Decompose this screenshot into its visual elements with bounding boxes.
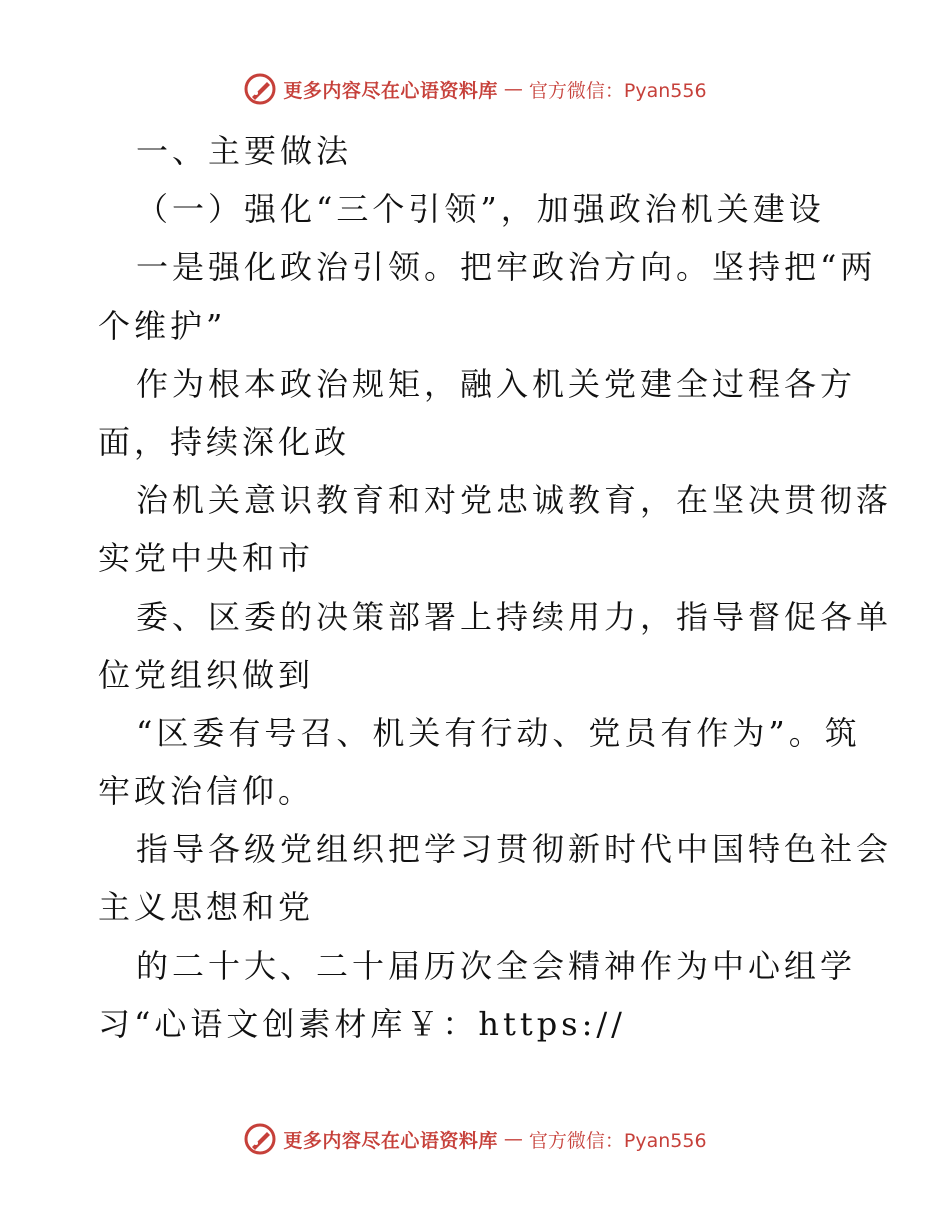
paragraph-line: “区委有号召、机关有行动、党员有作为”。筑 (136, 713, 861, 752)
subheading-three-leads: （一）强化“三个引领”，加强政治机关建设 (136, 190, 825, 229)
pen-logo-icon (243, 72, 277, 106)
watermark-wechat-text: 官方微信：Pyan556 (528, 79, 707, 102)
watermark-separator: — (503, 78, 523, 100)
paragraph-line: 实党中央和市 (98, 539, 315, 578)
paragraph-line: 作为根本政治规矩，融入机关党建全过程各方 (136, 364, 857, 403)
paragraph-line: 面，持续深化政 (98, 422, 351, 461)
pen-logo-icon (243, 1122, 277, 1156)
paragraph-line: 牢政治信仰。 (98, 772, 315, 811)
watermark-separator: — (503, 1128, 523, 1150)
paragraph-line: 主义思想和党 (98, 888, 315, 927)
watermark-main-text: 更多内容尽在心语资料库 (283, 1129, 498, 1152)
watermark-wechat-text: 官方微信：Pyan556 (528, 1129, 707, 1152)
paragraph-line: 个维护” (98, 306, 227, 345)
paragraph-line: 习“心语文创素材库￥：https:// (98, 1004, 626, 1043)
footer-watermark (0, 1122, 950, 1156)
watermark-main-text: 更多内容尽在心语资料库 (283, 79, 498, 102)
paragraph-line: 的二十大、二十届历次全会精神作为中心组学 (136, 946, 857, 985)
document-body (98, 122, 893, 1053)
paragraph-line: 一是强化政治引领。把牢政治方向。坚持把“两 (136, 248, 877, 287)
heading-main-practices: 一、主要做法 (136, 132, 353, 170)
paragraph-line: 委、区委的决策部署上持续用力，指导督促各单 (136, 597, 893, 636)
paragraph-line: 治机关意识教育和对党忠诚教育，在坚决贯彻落 (136, 481, 893, 520)
paragraph-line: 指导各级党组织把学习贯彻新时代中国特色社会 (136, 830, 893, 869)
paragraph-line: 位党组织做到 (98, 655, 315, 694)
header-watermark (0, 72, 950, 106)
